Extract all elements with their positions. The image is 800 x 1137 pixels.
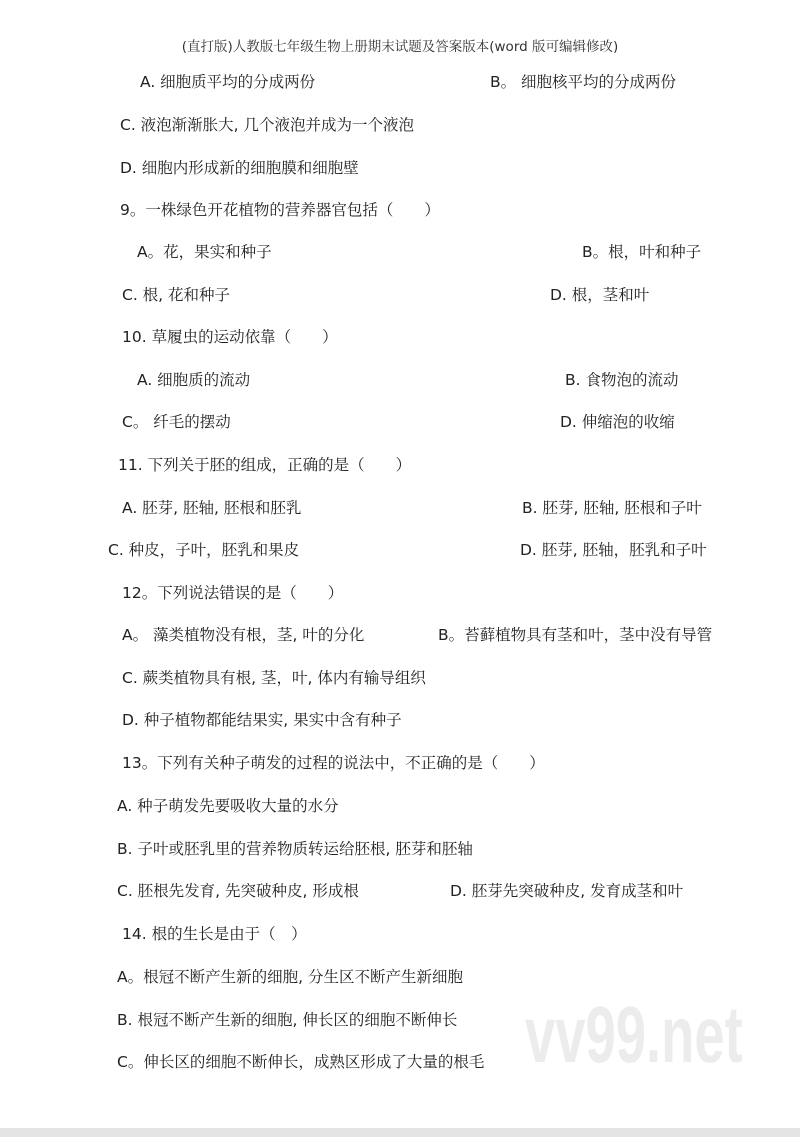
q9-stem: 9。一株绿色开花植物的营养器官包括（ ） <box>120 201 440 219</box>
q8-option-a: A. 细胞质平均的分成两份 <box>140 73 316 91</box>
q11-option-d: D. 胚芽, 胚轴，胚乳和子叶 <box>520 541 707 559</box>
q8-option-d: D. 细胞内形成新的细胞膜和细胞壁 <box>120 159 359 177</box>
q10-option-a: A. 细胞质的流动 <box>137 371 251 389</box>
q8-option-c: C. 液泡渐渐胀大, 几个液泡并成为一个液泡 <box>120 116 415 134</box>
q9-option-d: D. 根，茎和叶 <box>550 286 650 304</box>
q10-stem: 10. 草履虫的运动依靠（ ） <box>122 328 338 346</box>
q14-option-a: A。根冠不断产生新的细胞, 分生区不断产生新细胞 <box>117 968 463 986</box>
q13-option-a: A. 种子萌发先要吸收大量的水分 <box>117 797 339 815</box>
q13-option-d: D. 胚芽先突破种皮, 发育成茎和叶 <box>450 882 684 900</box>
q9-option-c: C. 根, 花和种子 <box>122 286 231 304</box>
q14-option-b: B. 根冠不断产生新的细胞, 伸长区的细胞不断伸长 <box>117 1011 458 1029</box>
q14-option-c: C。伸长区的细胞不断伸长，成熟区形成了大量的根毛 <box>117 1053 485 1071</box>
q10-option-c: C。 纤毛的摆动 <box>122 413 231 431</box>
q10-option-b: B. 食物泡的流动 <box>565 371 679 389</box>
page-bottom-border <box>0 1128 800 1137</box>
q11-option-b: B. 胚芽, 胚轴, 胚根和子叶 <box>522 499 702 517</box>
q11-option-c: C. 种皮，子叶，胚乳和果皮 <box>108 541 300 559</box>
q13-option-c: C. 胚根先发育, 先突破种皮, 形成根 <box>117 882 359 900</box>
q12-option-b: B。苔藓植物具有茎和叶，茎中没有导管 <box>438 626 713 644</box>
q11-option-a: A. 胚芽, 胚轴, 胚根和胚乳 <box>122 499 302 517</box>
q10-option-d: D. 伸缩泡的收缩 <box>560 413 675 431</box>
q12-option-c: C. 蕨类植物具有根, 茎，叶, 体内有输导组织 <box>122 669 426 687</box>
q14-stem: 14. 根的生长是由于（ ） <box>122 925 307 943</box>
q9-option-a: A。花，果实和种子 <box>137 243 272 261</box>
q11-stem: 11. 下列关于胚的组成，正确的是（ ） <box>118 456 412 474</box>
q12-stem: 12。下列说法错误的是（ ） <box>122 584 344 602</box>
q13-stem: 13。下列有关种子萌发的过程的说法中，不正确的是（ ） <box>122 754 545 772</box>
document-header: (直打版)人教版七年级生物上册期末试题及答案版本(word 版可编辑修改) <box>181 39 619 55</box>
q13-option-b: B. 子叶或胚乳里的营养物质转运给胚根, 胚芽和胚轴 <box>117 840 473 858</box>
q12-option-a: A。 藻类植物没有根，茎, 叶的分化 <box>122 626 365 644</box>
q8-option-b: B。 细胞核平均的分成两份 <box>490 73 677 91</box>
watermark: vv99.net <box>525 990 743 1079</box>
q9-option-b: B。根，叶和种子 <box>582 243 702 261</box>
q12-option-d: D. 种子植物都能结果实, 果实中含有种子 <box>122 711 402 729</box>
